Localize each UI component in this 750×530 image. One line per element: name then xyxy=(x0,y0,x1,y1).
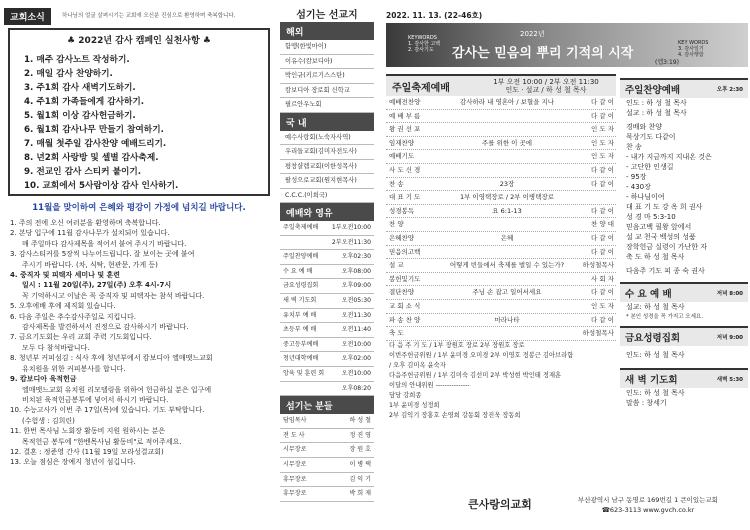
order-detail xyxy=(438,123,576,136)
server-name: 이 병 택 xyxy=(349,460,371,468)
order-by: 찬 양 대 xyxy=(591,220,614,229)
campaign-item: 9. 전교인 감사 스티커 붙이기. xyxy=(24,167,142,177)
praise-line: 묵상기도 다같이 xyxy=(626,133,676,141)
worship-times: 1부 오전 10:00 / 2부 오전 11:30 xyxy=(493,77,599,86)
order-by: 다 같 이 xyxy=(591,206,614,215)
service-name: 금요성령집회 xyxy=(283,282,319,290)
order-detail xyxy=(438,246,576,259)
list-item: 이유수(캄보디아) xyxy=(280,55,374,70)
order-item: 예배기도 xyxy=(389,152,415,161)
server-role: 휴무장로 xyxy=(283,490,307,498)
table-row xyxy=(386,96,616,110)
keyword: 2. 감사기도 xyxy=(408,47,434,53)
table-row xyxy=(386,178,616,192)
keyword: 1. 감사한 고백 xyxy=(408,41,441,47)
praise-line: - 하나님이여 xyxy=(626,193,665,201)
banner-reference: (엡3:19) xyxy=(655,59,679,66)
server-role: 시무장로 xyxy=(283,460,307,468)
table-row xyxy=(280,352,374,367)
table-row xyxy=(280,414,374,429)
order-detail: 주를 위한 이 곳에 xyxy=(481,138,533,147)
table-row xyxy=(386,300,616,314)
notice-item: 주시기 바랍니다. (차, 식탁, 현관문, 가게 등) xyxy=(22,260,158,269)
order-item: 찬 양 xyxy=(389,220,404,229)
banner-keywords-right xyxy=(678,40,708,58)
news-tag: 교회소식 xyxy=(4,8,51,25)
dawn-time: 새벽 5:30 xyxy=(716,377,743,383)
praise-body xyxy=(620,98,748,276)
order-detail: 감사하라 내 영혼아 / 보혈을 지나 xyxy=(459,98,555,106)
table-row xyxy=(386,205,616,219)
missionaries-title: 섬기는 선교지 xyxy=(296,10,358,21)
order-detail: 23장 xyxy=(499,179,515,188)
table-row xyxy=(280,279,374,294)
order-item: 대 표 기 도 xyxy=(389,193,421,202)
service-time: 오전11:30 xyxy=(341,311,371,319)
praise-line: 설 교 천국 백성의 성품 xyxy=(626,233,696,241)
notice-item: 모두 다 참석바랍니다. xyxy=(22,343,90,352)
friday-header xyxy=(620,326,748,346)
order-by: 인 도 자 xyxy=(591,301,614,310)
table-row xyxy=(386,150,616,164)
table-row xyxy=(386,164,616,178)
order-by: 다 같 이 xyxy=(591,98,614,106)
notices-title: 11월을 맞이하여 은혜와 평강이 가정에 넘치길 바랍니다. xyxy=(32,203,246,213)
service-time: 오후08:00 xyxy=(341,267,371,275)
table-row xyxy=(280,221,374,236)
service-name: 수 요 예 배 xyxy=(283,267,313,275)
list-item: C.C.C.(이희국) xyxy=(280,189,374,204)
praise-line: 믿음고백 필왕 앞에서 xyxy=(626,223,692,231)
table-row xyxy=(280,458,374,473)
order-by: 사 회 자 xyxy=(591,274,614,283)
worship-info xyxy=(476,78,616,95)
praise-line: - 95장 xyxy=(626,173,647,181)
church-address xyxy=(558,495,738,515)
service-time: 오후08:20 xyxy=(341,384,371,392)
list-item: 우리들교회(김미자전도사) xyxy=(280,145,374,160)
order-by: 다 같 이 xyxy=(591,165,614,174)
table-row xyxy=(386,218,616,232)
server-name: 정 진 영 xyxy=(349,431,371,439)
worship-leaders: 인도 · 설교 / 하 성 철 목사 xyxy=(505,86,587,94)
notice-item: 목적헌금 봉투에 "한벤목사님 활동비"로 적어주세요. xyxy=(22,437,182,446)
order-item: 사 도 신 경 xyxy=(389,165,421,174)
order-by: 인 도 자 xyxy=(591,152,614,161)
notice-item: 매 주일마다 감사제목을 적어서 붙여 주시기 바랍니다. xyxy=(22,239,187,248)
order-detail xyxy=(438,273,576,286)
service-name: 청년대학예배 xyxy=(283,355,319,363)
servers-list xyxy=(280,414,374,502)
service-time: 오전11:40 xyxy=(341,326,371,334)
table-row xyxy=(280,323,374,338)
table-row xyxy=(280,382,374,397)
server-name: 김 익 기 xyxy=(349,475,371,483)
banner-year: 2022년 xyxy=(520,30,545,38)
praise-line: 장학헌금 실령이 가난한 자 xyxy=(626,243,708,251)
service-name: 유치부 예 배 xyxy=(283,311,317,319)
table-row xyxy=(386,232,616,246)
friday-time: 저녁 9:00 xyxy=(716,335,743,341)
service-name: 주일축제예배 xyxy=(283,224,319,231)
order-item: 파 송 찬 양 xyxy=(389,315,421,324)
keyword: 3. 감사일기 xyxy=(678,46,704,52)
service-time: 오전05:30 xyxy=(341,296,371,304)
praise-line: 설교 : 하 성 철 목사 xyxy=(626,109,687,117)
order-detail xyxy=(438,327,576,340)
campaign-box xyxy=(8,28,270,196)
order-detail: 요 6:1-13 xyxy=(492,206,522,215)
campaign-item: 5. 월1회 이상 감사헌금하기. xyxy=(24,111,136,121)
service-name: 새 벽 기도회 xyxy=(283,296,317,304)
campaign-item: 6. 월1회 감사나무 만들기 참여하기. xyxy=(24,125,164,135)
notice-item: 7. 금요기도회는 우리 교회 주력 기도회입니다. xyxy=(10,333,152,342)
service-name: 중고등부예배 xyxy=(283,340,319,348)
order-detail xyxy=(438,218,576,231)
server-role: 휴무장로 xyxy=(283,475,307,483)
order-detail: 은혜 xyxy=(500,233,514,242)
notice-item: 9. 캄보디아 육적헌금 xyxy=(10,375,77,384)
order-detail: 마라나타 xyxy=(494,315,520,324)
notice-item: 비치된 육적헌금봉투에 넣어서 하시기 바랍니다. xyxy=(22,395,169,404)
wednesday-time: 저녁 8:00 xyxy=(716,291,743,297)
worship-rows xyxy=(386,96,616,341)
service-time: 오후09:00 xyxy=(341,282,371,290)
praise-line: 인도 : 하 성 철 목사 xyxy=(626,99,687,107)
notice-item: 5. 오후에배 후에 제직회 있습니다. xyxy=(10,302,116,311)
order-by: 다 같 이 xyxy=(591,179,614,188)
table-row xyxy=(280,294,374,309)
service-time: 오전10:00 xyxy=(341,340,371,348)
praise-time: 오후 2:30 xyxy=(716,87,743,93)
table-row xyxy=(386,123,616,137)
dawn-line: 말씀 : 창세기 xyxy=(626,399,667,407)
order-item: 찬 송 xyxy=(389,179,404,188)
overseas-list xyxy=(280,40,374,113)
notice-item: 8. 청년부 커피섬김 : 식사 후에 청년부에서 캄보디아 엘매맷느교회 xyxy=(10,354,213,363)
order-item: 봉헌및기도 xyxy=(389,274,421,283)
notice-item: 6. 다음 주일은 추수감사주일로 지킵니다. xyxy=(10,312,136,321)
order-item: 교 회 소 식 xyxy=(389,301,421,310)
campaign-item: 10. 교회에서 5사람이상 감사 인사하기. xyxy=(24,181,179,191)
campaign-item: 4. 주1회 가족들에게 감사하기. xyxy=(24,97,145,107)
order-by: 인 도 자 xyxy=(591,125,614,134)
notice-item: 4. 중직자 및 피택자 세미나 및 훈련 xyxy=(10,271,121,280)
wednesday-line: * 본인 성경을 꼭 가지고 오세요. xyxy=(626,314,703,320)
order-item: 은혜찬양 xyxy=(389,233,415,242)
order-detail: 1부 이영택장로 / 2부 이병택장로 xyxy=(459,193,555,202)
campaign-item: 8. 년2회 사랑방 및 셀별 감사축제. xyxy=(24,153,159,163)
praise-line: 다음주 기도 피 종 숙 권사 xyxy=(626,267,705,275)
order-item: 예배전찬양 xyxy=(389,98,421,106)
dawn-line: 인도: 하 성 철 목사 xyxy=(626,389,685,397)
table-row xyxy=(386,259,616,273)
table-row xyxy=(280,443,374,458)
order-item: 믿음의고백 xyxy=(389,247,421,256)
server-role: 전 도 사 xyxy=(283,431,305,439)
keyword: KEY WORDS xyxy=(678,40,709,46)
notice-item: 일시 : 11월 20일(주), 27일(주) 오후 4시-7시 xyxy=(22,281,172,290)
keyword: KEYWORDS xyxy=(408,35,437,41)
praise-line: - 고단한 인생길 xyxy=(626,163,674,171)
footer-line: / 오후 김미옥 윤숙자 xyxy=(389,361,446,369)
footer-line: 다 음 주 기 도 / 1부 장원호 장로 2부 장원호 장로 xyxy=(389,341,525,349)
order-by: 하성철목사 xyxy=(582,329,614,338)
order-detail xyxy=(438,150,576,163)
middle-column xyxy=(280,6,374,502)
list-item: 평창샬렘교회(이한성목사) xyxy=(280,160,374,175)
table-row xyxy=(386,327,616,341)
service-time: 1부오전10:00 xyxy=(331,224,371,231)
server-role: 담임목사 xyxy=(283,417,307,425)
service-time: 2부오전11:30 xyxy=(331,238,371,246)
footer-line: 1부 윤미경 성정희 xyxy=(389,401,440,409)
notice-item: 2. 본당 입구에 11월 감사나무가 설치되어 있습니다. xyxy=(10,229,170,238)
order-item: 결단찬양 xyxy=(389,288,415,297)
praise-line: 찬 송 xyxy=(626,143,642,151)
service-name: 앙육 및 훈련 회 xyxy=(283,369,325,377)
order-item: 설 교 xyxy=(389,261,404,270)
order-by: 인 도 자 xyxy=(591,138,614,147)
friday-body xyxy=(620,346,748,364)
table-row xyxy=(280,473,374,488)
campaign-list xyxy=(24,53,178,193)
notice-item: 10. 수능고사가 이번 주 17일(목)에 있습니다. 기도 부탁합니다. xyxy=(10,406,205,415)
server-role: 시무장로 xyxy=(283,446,307,454)
footer-line: 다음주헌금위원 / 1부 김미숙 김선미 2부 박성현 박인태 정재훈 xyxy=(389,371,562,379)
praise-line: 대 표 기 도 강 옥 희 권사 xyxy=(626,203,703,211)
praise-line: 축 도 하 성 철 목사 xyxy=(626,253,685,261)
order-by: 다 같 이 xyxy=(591,233,614,242)
notices-list xyxy=(10,218,272,468)
servers-title: 섬기는 분들 xyxy=(280,396,374,414)
server-name: 박 희 재 xyxy=(349,490,371,498)
worship-header xyxy=(386,74,616,96)
table-row xyxy=(280,236,374,251)
order-detail xyxy=(438,300,576,313)
order-by: 다 같 이 xyxy=(591,315,614,324)
list-item: 박인규(키르기스스탄) xyxy=(280,69,374,84)
services-title: 예배와 영유 xyxy=(280,203,374,221)
notice-item: 13. 오늘 점심은 장예지 청년이 섬깁니다. xyxy=(10,458,136,467)
order-detail: 주님 손 잡고 일어서세요 xyxy=(472,288,542,297)
domestic-list xyxy=(280,131,374,204)
praise-line: 경배와 찬양 xyxy=(626,123,663,131)
order-by: 다 같 이 xyxy=(591,288,614,297)
campaign-title: ♣ 2022년 감사 캠페인 실천사항 ♣ xyxy=(67,36,211,46)
dawn-header xyxy=(620,368,748,388)
banner-theme: 감사는 믿음의 뿌리 기적의 시작 xyxy=(452,46,634,61)
notice-item: (수험생 : 김희린) xyxy=(22,416,75,425)
order-by: 다 같 이 xyxy=(591,111,614,120)
table-row xyxy=(280,487,374,502)
wednesday-body xyxy=(620,302,748,322)
campaign-item: 1. 매주 감사노트 작성하기. xyxy=(24,55,130,65)
server-name: 장 원 호 xyxy=(349,446,371,454)
list-item: 예수사랑회(노숙자사역) xyxy=(280,131,374,146)
campaign-item: 3. 주1회 감사 새벽기도하기. xyxy=(24,83,136,93)
church-logo: 큰사랑의교회 xyxy=(468,498,532,511)
list-item: 함맹(한빛마이) xyxy=(280,40,374,55)
order-item: 성경봉독 xyxy=(389,206,415,215)
footer-line: 이달의 안내위원 --------------- xyxy=(389,381,470,389)
campaign-item: 2. 매일 감사 찬양하기. xyxy=(24,69,113,79)
praise-title: 주일찬양예배 xyxy=(625,85,681,96)
notice-item: 유치원을 위한 커피봉사를 합니다. xyxy=(22,364,126,373)
friday-title: 금요성령집회 xyxy=(625,333,681,344)
order-detail xyxy=(438,164,576,177)
table-row xyxy=(386,273,616,287)
table-row xyxy=(280,309,374,324)
praise-header xyxy=(620,78,748,98)
worship-title: 주일축제예배 xyxy=(392,82,450,94)
table-row xyxy=(386,286,616,300)
list-item: 필르안우노회 xyxy=(280,98,374,113)
dawn-title: 새 벽 기도회 xyxy=(625,375,678,386)
friday-line: 인도: 하 성 철 목사 xyxy=(626,351,685,359)
wednesday-header xyxy=(620,282,748,302)
server-name: 하 성 철 xyxy=(349,417,371,425)
bulletin-date: 2022. 11. 13. (22-46호) xyxy=(386,11,483,20)
order-by xyxy=(576,191,616,204)
footer-line: 2부 김익기 장홍호 손영희 강동회 장진욱 장동희 xyxy=(389,411,521,419)
table-row xyxy=(386,246,616,260)
news-intro: 하나님의 얼굴 살펴시기는 교회에 오신분 진심으로 환영하며 축복합니다. xyxy=(62,13,236,19)
list-item: 팔성으로교회(원지현목사) xyxy=(280,174,374,189)
notice-item: 3. 감사스티커를 5장씩 나누어드립니다. 잘 보이는 곳에 붙여 xyxy=(10,250,195,259)
notice-item: 엘매맷느교회 유치원 리모델링을 위하여 헌금하실 분은 입구에 xyxy=(22,385,212,394)
services-list xyxy=(280,221,374,396)
overseas-title: 해외 xyxy=(280,22,374,40)
order-detail: 어떻게 빈들에서 축제를 벌일 수 있는가? xyxy=(449,261,565,270)
service-time: 오전10:00 xyxy=(341,369,371,377)
service-time: 오후02:30 xyxy=(341,253,371,261)
campaign-item: 7. 매월 첫주일 감사찬양 예배드리기. xyxy=(24,139,167,149)
table-row xyxy=(280,367,374,382)
contact-line: ☎623-3113 www.gvch.co.kr xyxy=(601,506,695,514)
service-name: 초등부 예 배 xyxy=(283,326,317,334)
order-item: 임재찬양 xyxy=(389,138,415,147)
praise-line: - 430장 xyxy=(626,183,651,191)
table-row xyxy=(386,191,616,205)
table-row xyxy=(386,110,616,124)
notice-item: 꼭 기억하시고 이날은 꼭 중직자 및 피택자는 참석 바랍니다. xyxy=(22,291,205,300)
notice-item: 1. 주의 전에 오신 여러분을 환영하며 축복합니다. xyxy=(10,219,161,227)
table-row xyxy=(386,137,616,151)
order-by: 다 같 이 xyxy=(591,247,614,256)
praise-line: - 내가 지금까지 지내온 것은 xyxy=(626,153,712,161)
order-by: 하성철목사 xyxy=(582,261,614,270)
address-line: 부산광역시 남구 동명로 169번길 1 큰이있는교회 xyxy=(578,496,718,504)
notice-item: 11. 한번 목사님 노회장 활동비 지원 원하시는 분은 xyxy=(10,427,166,436)
domestic-title: 국 내 xyxy=(280,113,374,131)
footer-line: 이번주헌금위원 / 1부 윤미경 오미경 2부 이영호 정봉근 김아브라함 xyxy=(389,351,574,359)
table-row xyxy=(280,250,374,265)
praise-line: 성 경 마 5:3-10 xyxy=(626,213,676,221)
banner-keywords-left xyxy=(408,35,440,53)
keyword: 4. 감사행함 xyxy=(678,52,704,58)
footer-line: 담당 강희종 xyxy=(389,391,422,399)
table-row xyxy=(280,429,374,444)
worship-order xyxy=(386,74,616,421)
order-item: 예 배 부 름 xyxy=(389,111,421,120)
service-time: 오후02:00 xyxy=(341,355,371,363)
order-item: 축 도 xyxy=(389,329,404,338)
list-item: 캄보디아 장로회 신학교 xyxy=(280,84,374,99)
wednesday-title: 수 요 예 배 xyxy=(625,289,672,300)
table-row xyxy=(386,314,616,328)
table-row xyxy=(280,338,374,353)
wednesday-line: 설교: 하 성 철 목사 xyxy=(626,303,685,311)
order-item: 왕 권 선 포 xyxy=(389,125,421,134)
service-name: 주일찬양예배 xyxy=(283,253,319,261)
right-column xyxy=(620,78,748,408)
notice-item: 감사제목을 발견하셔서 진정으로 감사하시기 바랍니다. xyxy=(22,323,189,332)
order-detail xyxy=(438,110,576,123)
dawn-body xyxy=(620,388,748,408)
worship-footer xyxy=(386,341,616,421)
table-row xyxy=(280,265,374,280)
notice-item: 12. 결혼 : 정준영 간사 (11월 19일 모라성결교회) xyxy=(10,447,164,456)
